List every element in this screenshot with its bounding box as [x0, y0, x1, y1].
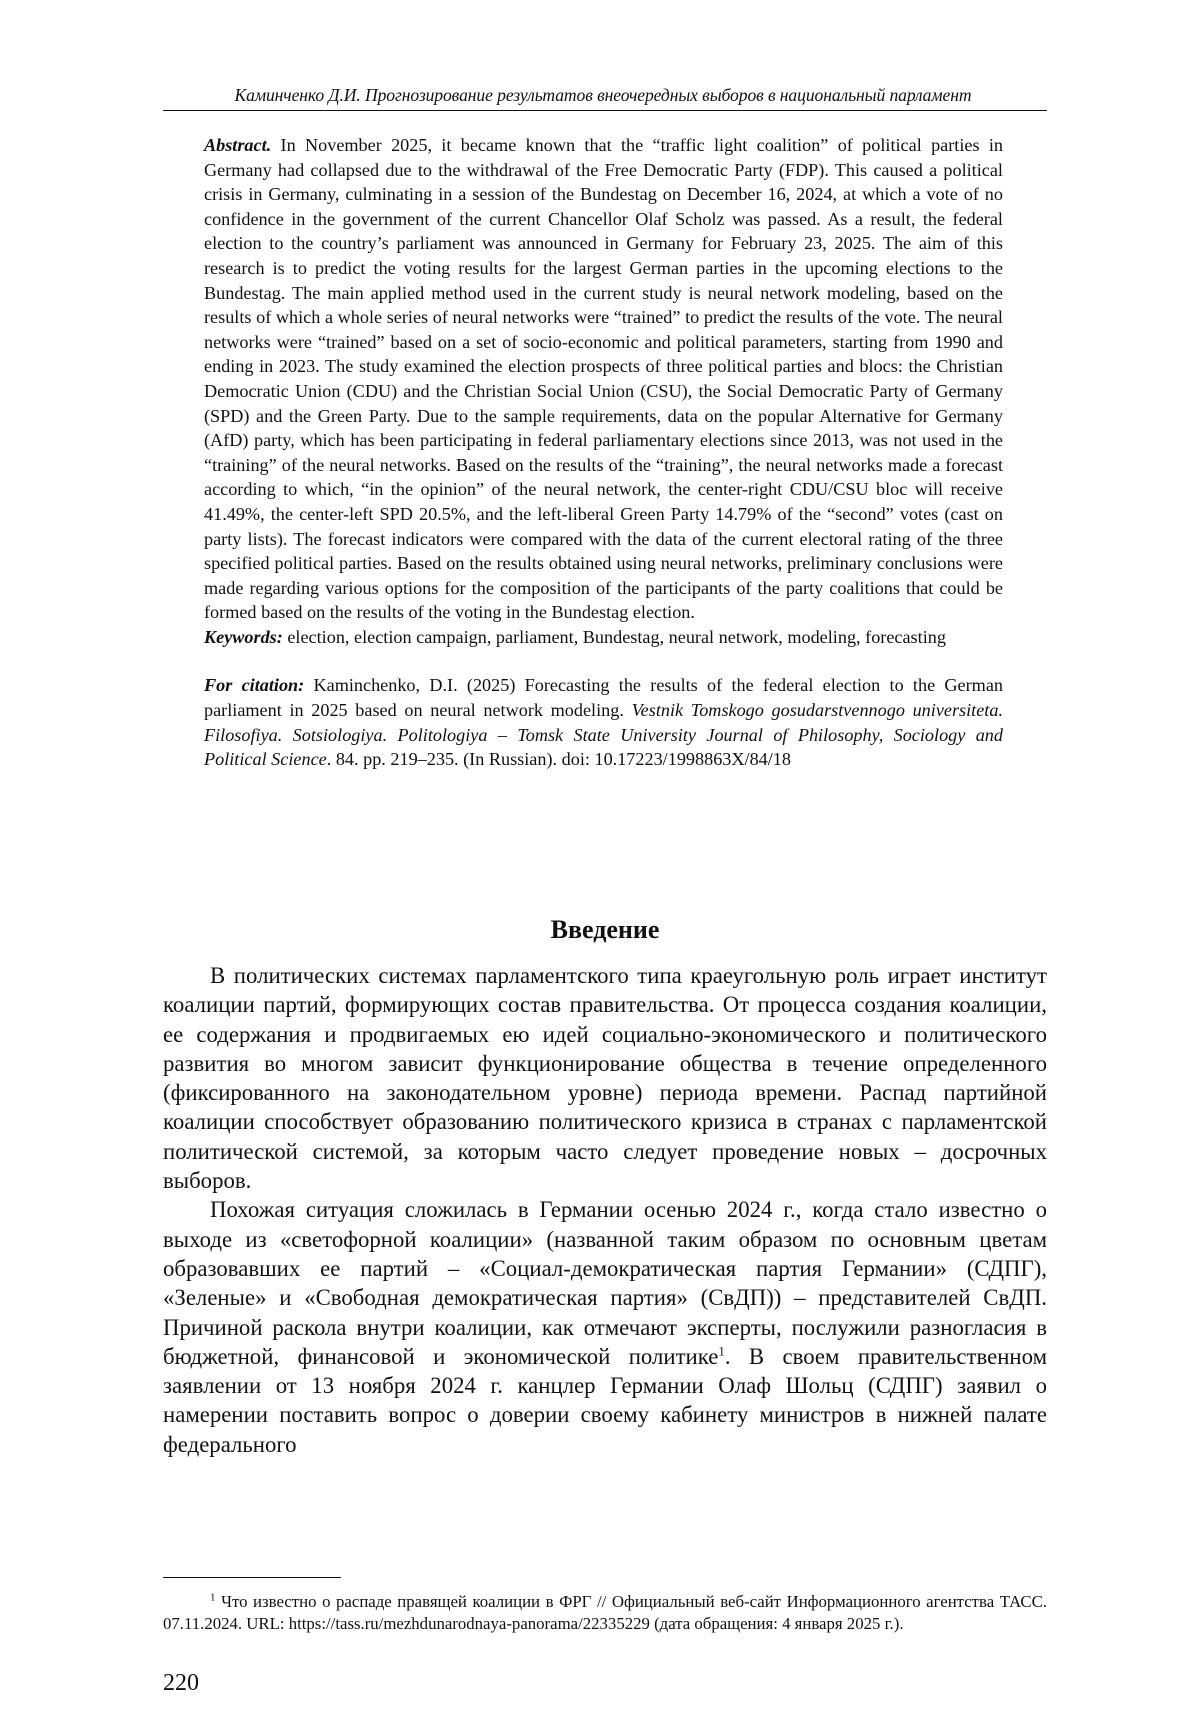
abstract-block: [204, 133, 1003, 772]
footnote-reference[interactable]: 1: [718, 1343, 725, 1359]
keywords-text: election, election campaign, parliament, Bundestag, neural network, modeling, forecasting: [287, 626, 946, 647]
section-heading: Введение: [550, 915, 660, 944]
citation-journal: Vestnik Tomskogo gosudarstvennogo universiteta. Filosofiya. Sotsiologiya. Politologiya – Tomsk State University Journal of Philosophy, Sociology and Political Science: [204, 700, 1003, 770]
footnote-divider: [163, 1577, 341, 1578]
citation-paragraph: [204, 673, 1003, 771]
abstract-text: In November 2025, it became known that the “traffic light coalition” of political parties in Germany had collapsed due to the withdrawal of the Free Democratic Party (FDP). This caused a political crisis in Germany, culminating in a session of the Bundestag on December 16, 2024, at which a vote of no confidence in the government of the current Chancellor Olaf Scholz was passed. As a result, the federal election to the country’s parliament was announced in Germany for February 23, 2025. The aim of this research is to predict the voting results for the largest German parties in the upcoming elections to the Bundestag. The main applied method used in the current study is neural network modeling, based on the results of which a whole series of neural networks were “trained” to predict the results of the vote. The neural networks were “trained” based on a set of socio-economic and political parameters, starting from 1990 and ending in 2023. The study examined the election prospects of three political parties and blocs: the Christian Democratic Union (CDU) and the Christian Social Union (CSU), the Social Democratic Party of Germany (SPD) and the Green Party. Due to the sample requirements, data on the popular Alternative for Germany (AfD) party, which has been participating in federal parliamentary elections since 2013, was not used in the “training” of the neural networks. Based on the results of the “training”, the neural networks made a forecast according to which, “in the opinion” of the neural network, the center-right CDU/CSU bloc will receive 41.49%, the center-left SPD 20.5%, and the left-liberal Green Party 14.79% of the “second” votes (cast on party lists). The forecast indicators were compared with the data of the current electoral rating of the three specified political parties. Based on the results obtained using neural networks, preliminary conclusions were made regarding various options for the composition of the participants of the party coalitions that could be formed based on the results of the voting in the Bundestag election.: [204, 135, 1004, 623]
keywords-label: Keywords:: [204, 626, 283, 647]
keywords-paragraph: [204, 625, 1003, 650]
citation-label: For citation:: [204, 675, 305, 696]
citation-details: . 84. pp. 219–235. (In Russian). doi: 10.17223/1998863X/84/18: [326, 749, 791, 770]
running-header: Каминченко Д.И. Прогнозирование результатов внеочередных выборов в национальный парламент: [234, 85, 972, 105]
header-divider: [163, 110, 1047, 111]
footnote-text: Что известно о распаде правящей коалиции в ФРГ // Официальный веб-сайт Информационного агентства ТАСС. 07.11.2024. URL: https://tass.ru/mezhdunarodnaya-panorama/22335229 (дата обращения: 4 января 2025 г.).: [163, 1592, 1048, 1633]
footnote: [163, 1591, 1047, 1635]
footnote-marker: 1: [210, 1591, 216, 1604]
abstract-paragraph: [204, 133, 1003, 625]
abstract-label: Abstract.: [204, 135, 272, 155]
page-number: 220: [163, 1670, 199, 1696]
section-body: [163, 961, 1047, 1459]
citation-text: Kaminchenko, D.I. (2025) Forecasting the results of the federal election to the German parliament in 2025 based on neural network modeling.: [204, 675, 1003, 721]
body-paragraph-1: В политических системах парламентского типа краеугольную роль играет институт коалиции партий, формирующих состав правительства. От процесса создания коалиции, ее содержания и продвигаемых ею идей социально-экономического и политического развития во многом зависит функционирование общества в течение определенного (фиксированного на законодательном уровне) периода времени. Распад партийной коалиции способствует образованию политического кризиса в странах с парламентской политической системой, за которым часто следует проведение новых – досрочных выборов.: [163, 963, 1047, 1194]
body-paragraph-2: [163, 1195, 1047, 1459]
body-paragraph-2-part-2: . В своем правительственном заявлении от 13 ноября 2024 г. канцлер Германии Олаф Шольц (СДПГ) заявил о намерении поставить вопрос о доверии своему кабинету министров в нижней палате федерального: [163, 1343, 1047, 1457]
body-paragraph-2-part-1: Похожая ситуация сложилась в Германии осенью 2024 г., когда стало известно о выходе из «светофорной коалиции» (названной таким образом по основным цветам образовавших ее партий – «Социал-демократическая партия Германии» (СДПГ), «Зеленые» и «Свободная демократическая партия» (СвДП)) – представителей СвДП. Причиной раскола внутри коалиции, как отмечают эксперты, послужили разногласия в бюджетной, финансовой и экономической политике: [163, 1197, 1047, 1369]
